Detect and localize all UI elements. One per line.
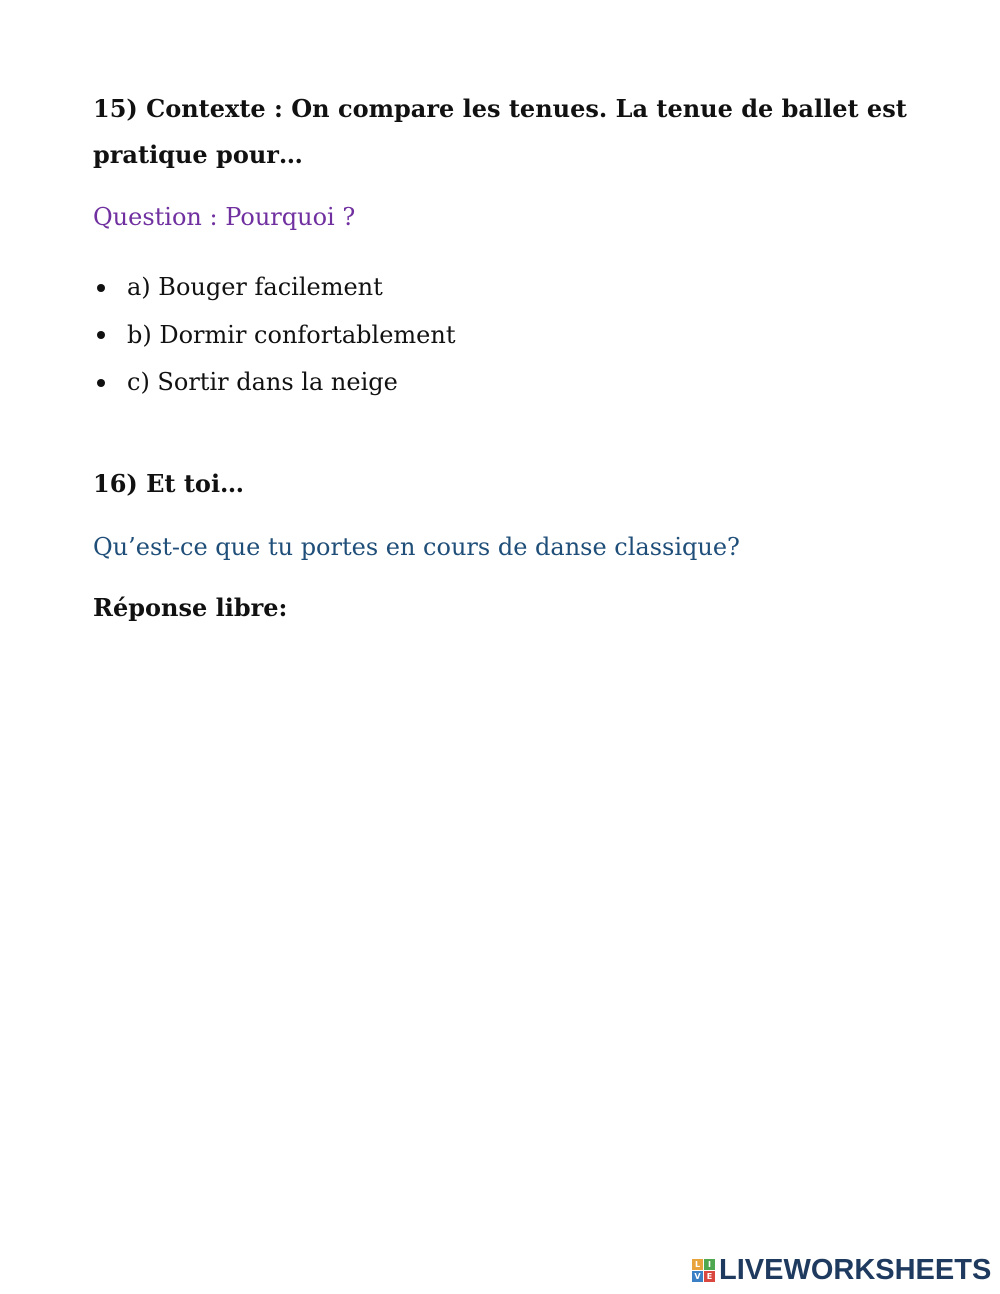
question-15-title: 15) Contexte : On compare les tenues. La tenue de ballet est pratique pour… bbox=[93, 94, 907, 169]
bullet-icon bbox=[97, 331, 105, 339]
question-16-prompt: Qu’est-ce que tu portes en cours de danse classique? bbox=[93, 533, 740, 561]
question-16-title: 16) Et toi… bbox=[93, 469, 245, 498]
option-b[interactable] bbox=[93, 312, 455, 360]
logo-mark-icon: L I V E bbox=[692, 1259, 715, 1282]
free-answer-label: Réponse libre: bbox=[93, 593, 288, 622]
bullet-icon bbox=[97, 284, 105, 292]
question-15-prompt: Question : Pourquoi ? bbox=[93, 203, 356, 231]
logo-text: LIVEWORKSHEETS bbox=[719, 1253, 992, 1286]
bullet-icon bbox=[97, 379, 105, 387]
option-c[interactable] bbox=[93, 359, 455, 407]
option-a[interactable] bbox=[93, 264, 455, 312]
question-15-options bbox=[93, 264, 455, 407]
option-b-label: b) Dormir confortablement bbox=[127, 320, 456, 349]
option-a-label: a) Bouger facilement bbox=[127, 273, 383, 301]
liveworksheets-logo bbox=[692, 1255, 991, 1285]
option-c-label: c) Sortir dans la neige bbox=[127, 368, 398, 396]
